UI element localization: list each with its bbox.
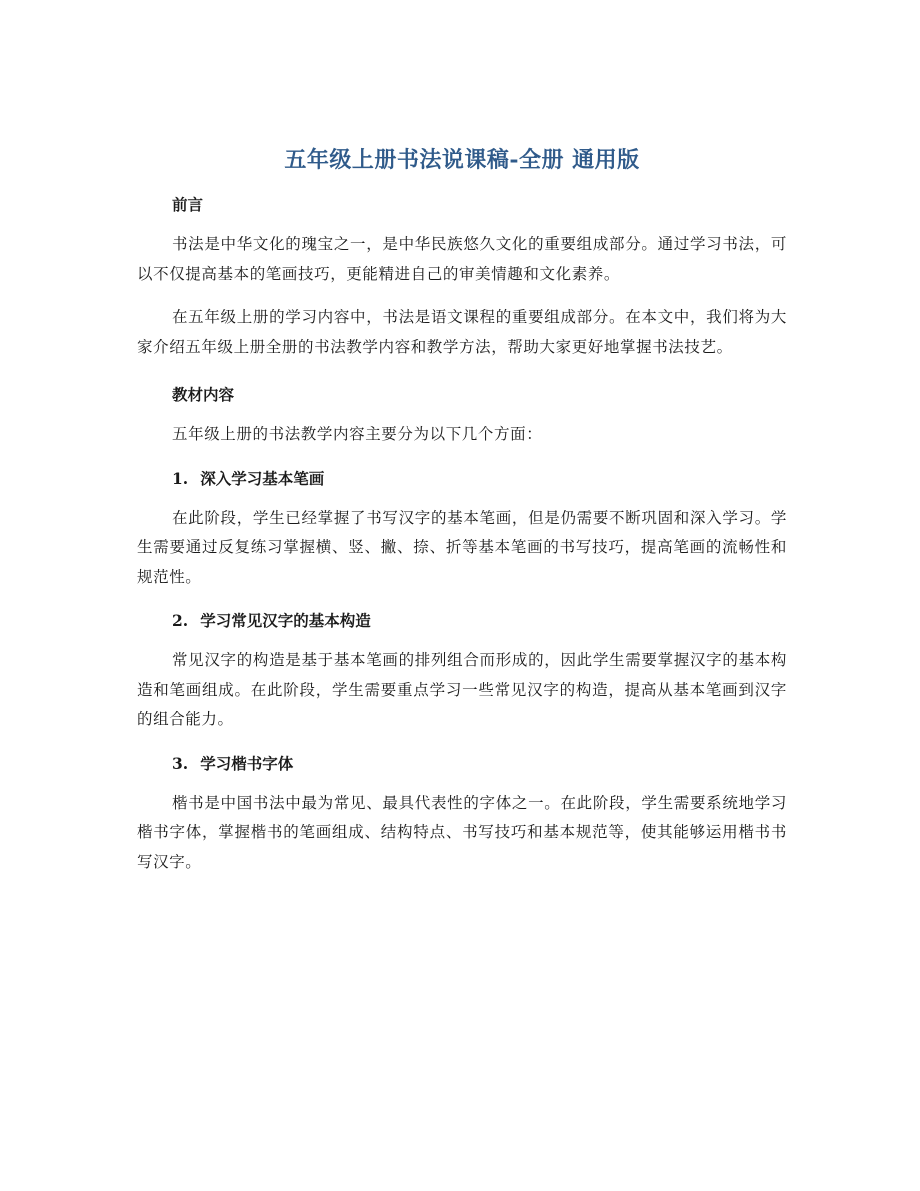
document-title: 五年级上册书法说课稿-全册 通用版 [284,147,640,173]
section-heading: 前言 [172,195,204,214]
paragraph: 书法是中华文化的瑰宝之一，是中华民族悠久文化的重要组成部分。通过学习书法，可以不仅提高基本的笔画技巧，更能精进自己的审美情趣和文化素养。 [137,235,787,283]
item-regular-script [137,749,787,878]
item-heading [137,464,787,494]
section-textbook-content [137,380,787,450]
paragraph: 在此阶段，学生已经掌握了书写汉字的基本笔画，但是仍需要不断巩固和深入学习。学生需要通过反复练习掌握横、竖、撇、捺、折等基本笔画的书写技巧，提高笔画的流畅性和规范性。 [137,508,787,586]
paragraph: 在五年级上册的学习内容中，书法是语文课程的重要组成部分。在本文中，我们将为大家介绍五年级上册全册的书法教学内容和教学方法，帮助大家更好地掌握书法技艺。 [137,308,787,356]
document-body [137,140,787,891]
item-number: 1. [172,468,189,488]
item-basic-strokes [137,464,787,593]
paragraph: 常见汉字的构造是基于基本笔画的排列组合而形成的，因此学生需要掌握汉字的基本构造和笔画组成。在此阶段，学生需要重点学习一些常见汉字的构造，提高从基本笔画到汉字的组合能力。 [137,651,787,728]
section-preface [137,190,787,362]
section-heading: 教材内容 [172,385,235,404]
item-number: 3. [172,753,189,773]
item-heading-text: 深入学习基本笔画 [200,468,325,488]
item-number: 2. [172,611,189,630]
item-heading [137,606,787,636]
item-character-structure [137,606,787,735]
paragraph: 五年级上册的书法教学内容主要分为以下几个方面： [172,425,543,443]
paragraph: 楷书是中国书法中最为常见、最具代表性的字体之一。在此阶段，学生需要系统地学习楷书字体，掌握楷书的笔画组成、结构特点、书写技巧和基本规范等，使其能够运用楷书书写汉字。 [137,793,787,871]
item-heading-text: 学习常见汉字的基本构造 [200,611,371,630]
item-heading [137,749,787,779]
item-heading-text: 学习楷书字体 [200,753,294,773]
